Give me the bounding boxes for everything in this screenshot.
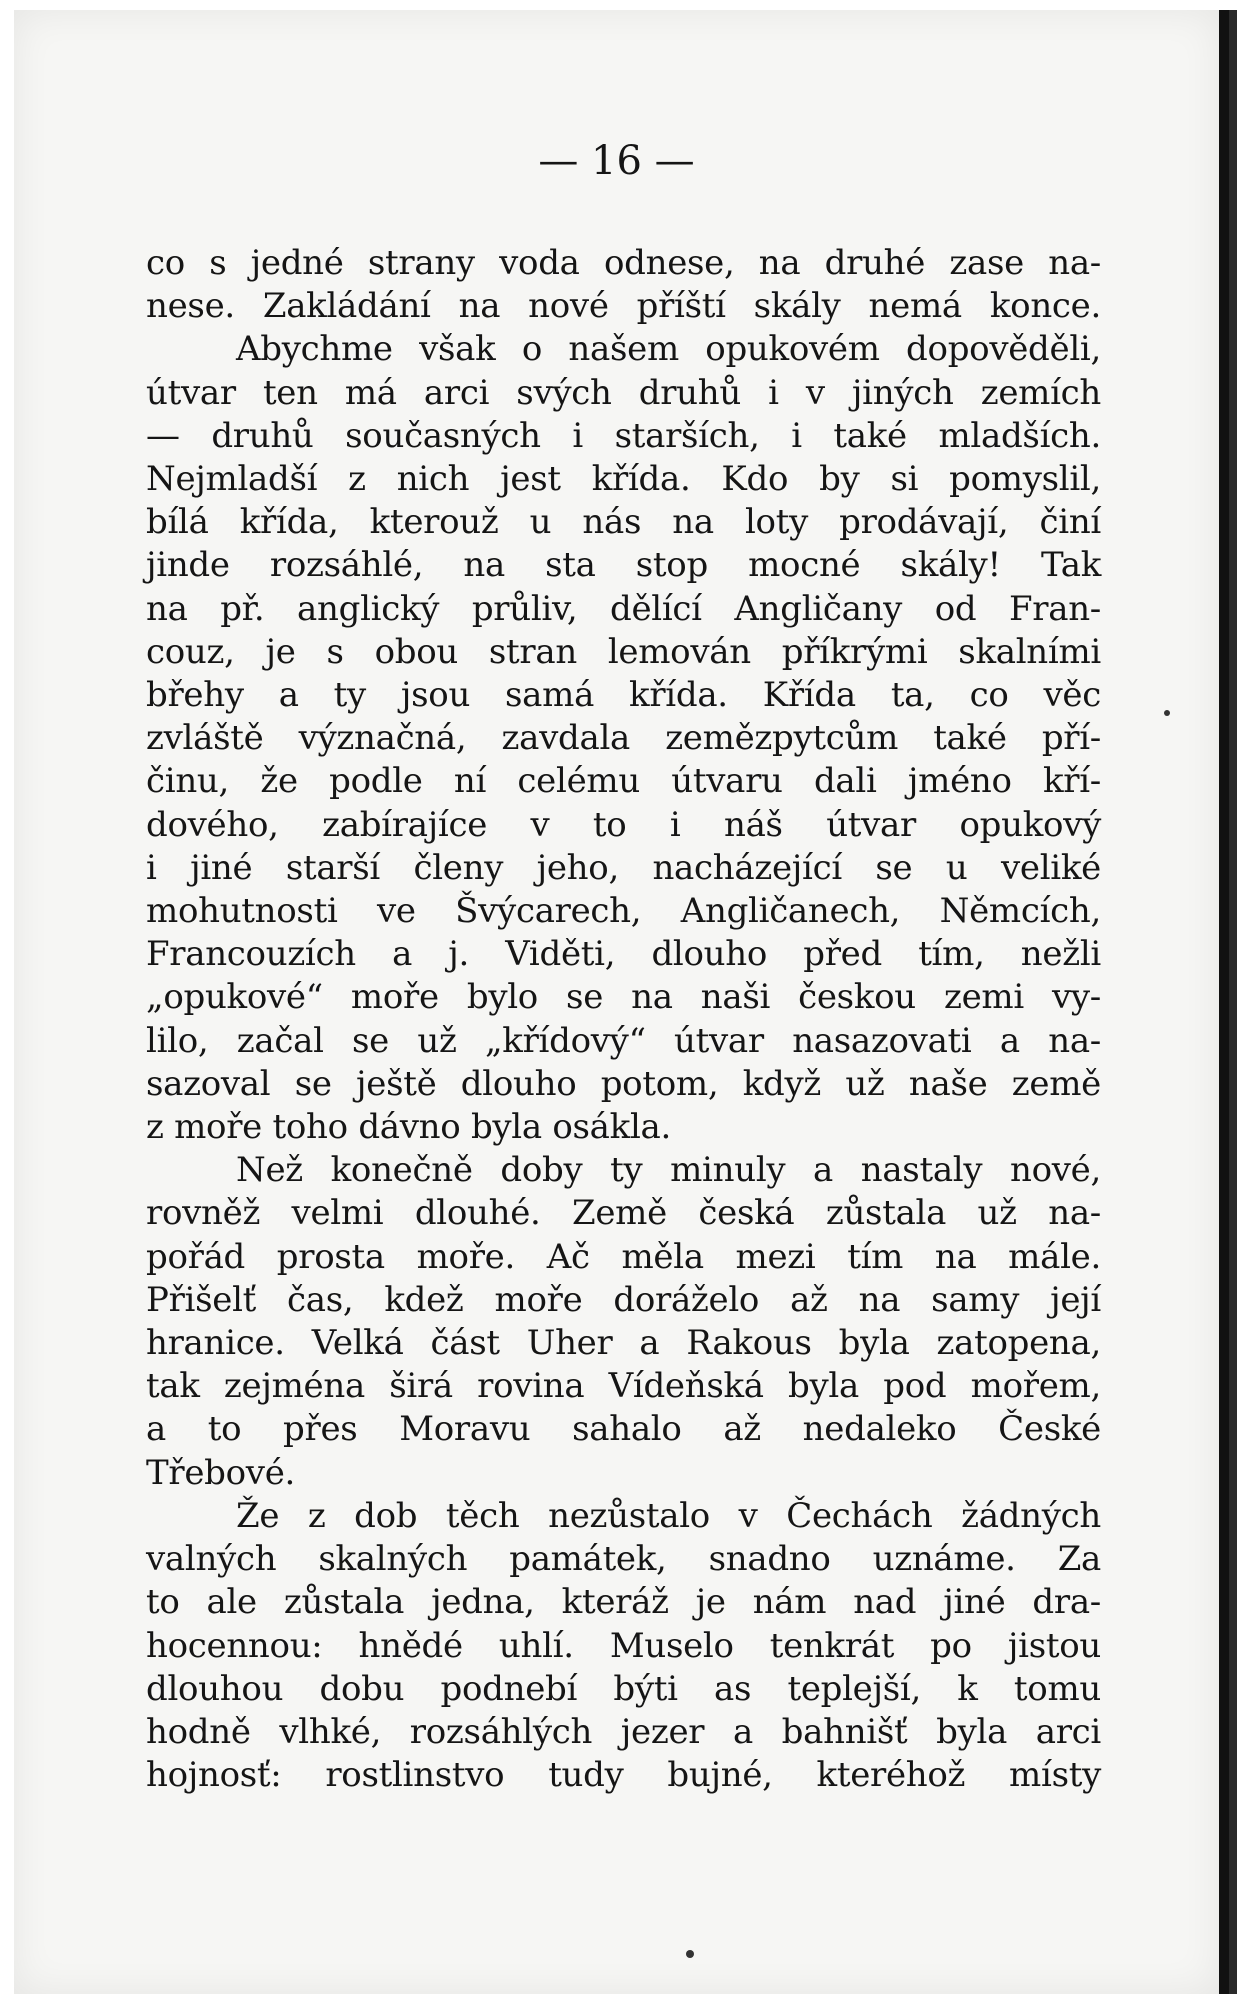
text-line: břehy a ty jsou samá křída. Křída ta, co věc xyxy=(146,675,1101,716)
text-line: Přišelť čas, kdež moře doráželo až na samy její xyxy=(146,1279,1101,1320)
text-line: z moře toho dávno byla osákla. xyxy=(146,1107,672,1148)
print-speck xyxy=(686,1950,694,1958)
text-line: couz, je s obou stran lemován příkrými skalními xyxy=(146,631,1101,672)
text-line: co s jedné strany voda odnese, na druhé zase na- xyxy=(146,243,1101,283)
text-line: hranice. Velká část Uher a Rakous byla zatopena, xyxy=(146,1323,1101,1364)
text-line: valných skalných památek, snadno uznáme. Za xyxy=(146,1539,1101,1580)
text-line: Že z dob těch nezůstalo v Čechách žádných xyxy=(236,1495,1101,1536)
text-line: mohutnosti ve Švýcarech, Angličanech, Němcích, xyxy=(146,891,1101,932)
text-line: i jiné starší členy jeho, nacházející se u veliké xyxy=(146,847,1101,888)
body-text xyxy=(146,242,1101,1797)
text-line: dového, zabírajíce v to i náš útvar opukový xyxy=(146,804,1101,845)
text-line: „opukové“ moře bylo se na naši českou zemi vy- xyxy=(146,977,1101,1018)
text-line: bílá křída, kterouž u nás na loty prodávají, činí xyxy=(146,502,1101,543)
text-line: Třebové. xyxy=(146,1452,296,1493)
text-line: to ale zůstala jedna, kteráž je nám nad jiné dra- xyxy=(146,1582,1101,1623)
text-line: Nejmladší z nich jest křída. Kdo by si pomyslil, xyxy=(146,459,1101,500)
text-line: sazoval se ještě dlouho potom, když už naše země xyxy=(146,1063,1101,1104)
text-line: Francouzích a j. Viděti, dlouho před tím, nežli xyxy=(146,934,1101,975)
text-line: hocennou: hnědé uhlí. Muselo tenkrát po jistou xyxy=(146,1625,1101,1666)
text-line: rovněž velmi dlouhé. Země česká zůstala už na- xyxy=(146,1193,1101,1234)
text-line: pořád prosta moře. Ač měla mezi tím na mále. xyxy=(146,1236,1101,1277)
text-line: zvláště význačná, zavdala zemězpytcům také pří- xyxy=(146,718,1101,759)
text-line: tak zejména širá rovina Vídeňská byla pod mořem, xyxy=(146,1366,1101,1407)
text-line: činu, že podle ní celému útvaru dali jméno kří- xyxy=(146,761,1101,802)
print-speck xyxy=(1164,710,1170,716)
book-page xyxy=(14,10,1229,1994)
text-line: hojnosť: rostlinstvo tudy bujné, kteréhož místy xyxy=(146,1755,1101,1796)
text-line: útvar ten má arci svých druhů i v jiných zemích xyxy=(146,372,1101,413)
text-line: jinde rozsáhlé, na sta stop mocné skály! Tak xyxy=(146,545,1101,586)
text-line: a to přes Moravu sahalo až nedaleko České xyxy=(146,1409,1101,1450)
text-line: — druhů současných i starších, i také mladších. xyxy=(146,415,1101,456)
text-line: dlouhou dobu podnebí býti as teplejší, k tomu xyxy=(146,1668,1101,1709)
text-line: Abychme však o našem opukovém dopověděli, xyxy=(236,329,1101,370)
text-line: hodně vlhké, rozsáhlých jezer a bahnišť byla arci xyxy=(146,1711,1101,1752)
text-line: nese. Zakládání na nové příští skály nemá konce. xyxy=(146,286,1101,327)
page-number: — 16 — xyxy=(538,138,695,184)
text-line: na př. anglický průliv, dělící Angličany od Fran- xyxy=(146,588,1101,629)
text-line: lilo, začal se už „křídový“ útvar nasazovati a na- xyxy=(146,1020,1101,1061)
text-line: Než konečně doby ty minuly a nastaly nové, xyxy=(236,1150,1101,1191)
